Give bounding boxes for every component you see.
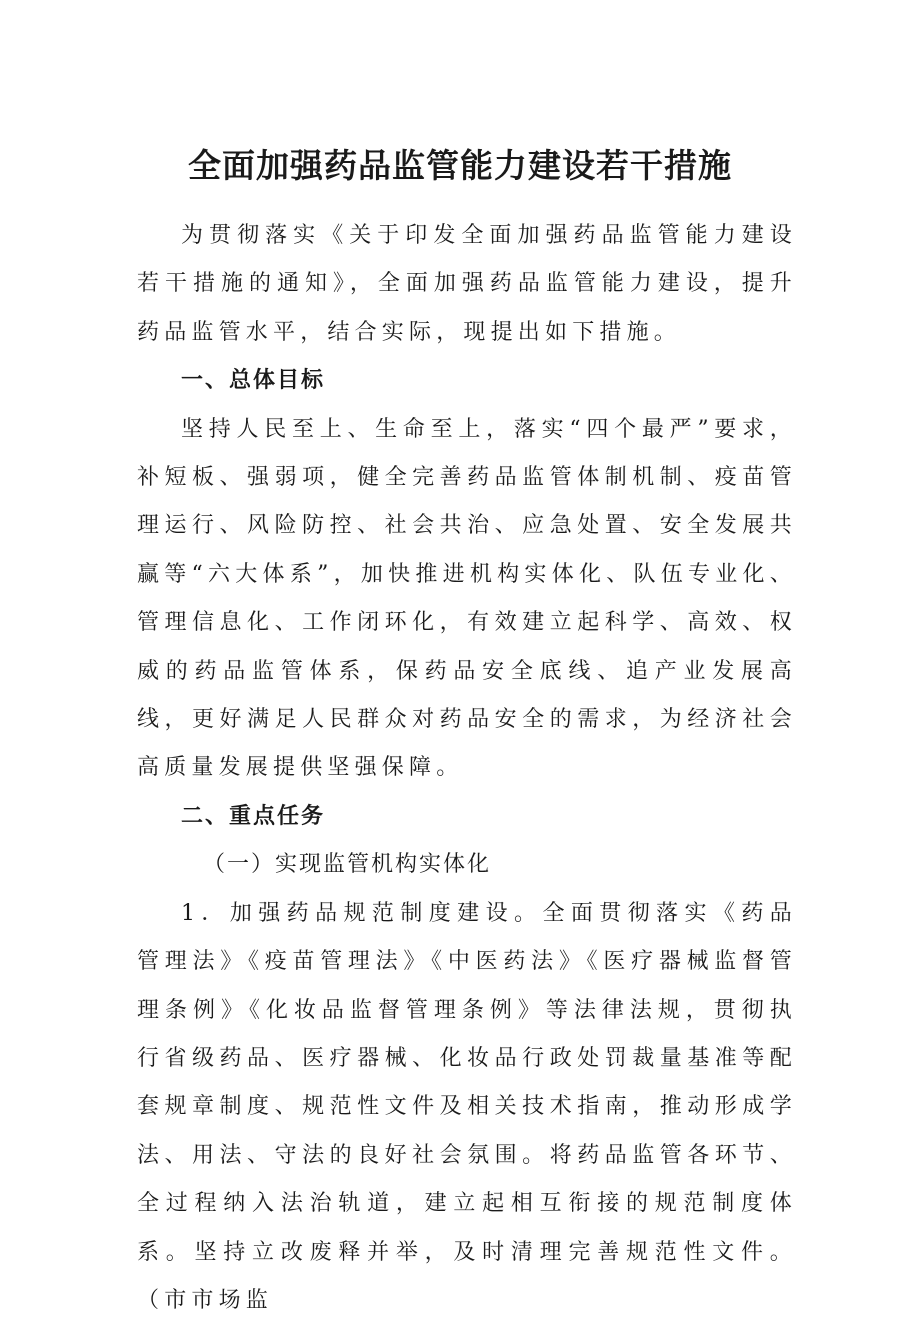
document-title: 全面加强药品监管能力建设若干措施: [188, 146, 732, 185]
item-1-paragraph: 1．加强药品规范制度建设。全面贯彻落实《药品管理法》《疫苗管理法》《中医药法》《医疗器械监督管理条例》《化妆品监督管理条例》等法律法规，贯彻执行省级药品、医疗器械、化妆品行政处罚裁量基准等配套规章制度、规范性文件及相关技术指南，推动形成学法、用法、守法的良好社会氛围。将药品监管各环节、全过程纳入法治轨道，建立起相互衔接的规范制度体系。坚持立改废释并举，及时清理完善规范性文件。（市市场监: [137, 900, 797, 1313]
document-body: [137, 212, 797, 1325]
section-heading-overall-goal: 一、总体目标: [181, 368, 326, 394]
intro-paragraph: 为贯彻落实《关于印发全面加强药品监管能力建设若干措施的通知》，全面加强药品监管能力建设，提升药品监管水平，结合实际，现提出如下措施。: [137, 223, 797, 345]
overall-goal-paragraph: 坚持人民至上、生命至上，落实“四个最严”要求，补短板、强弱项，健全完善药品监管体制机制、疫苗管理运行、风险防控、社会共治、应急处置、安全发展共赢等“六大体系”，加快推进机构实体化、队伍专业化、管理信息化、工作闭环化，有效建立起科学、高效、权威的药品监管体系，保药品安全底线、追产业发展高线，更好满足人民群众对药品安全的需求，为经济社会高质量发展提供坚强保障。: [137, 416, 797, 781]
subsection-heading-institutions: （一）实现监管机构实体化: [203, 852, 492, 878]
section-heading-key-tasks: 二、重点任务: [181, 803, 326, 829]
